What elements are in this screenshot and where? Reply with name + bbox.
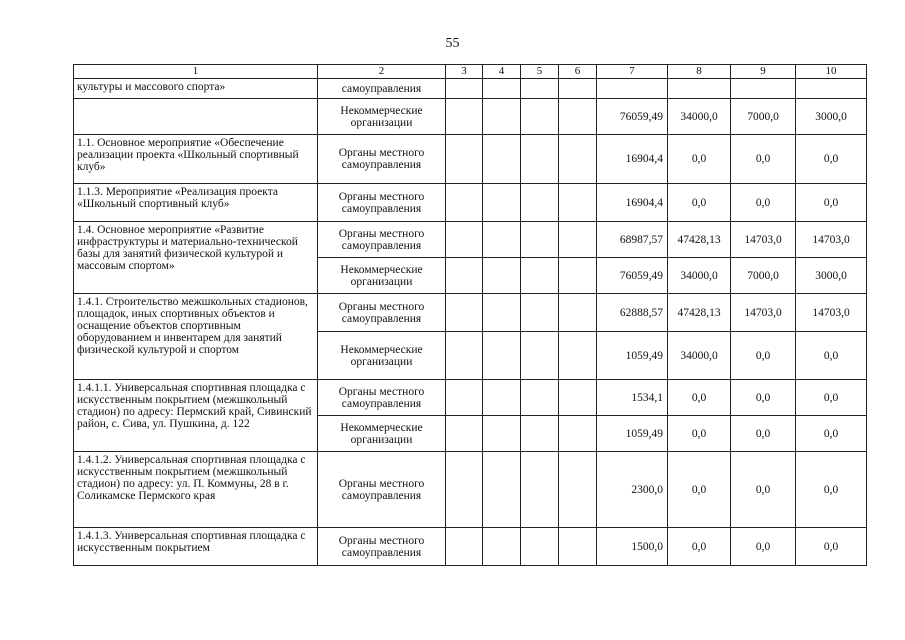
value-col9: 14703,0 (731, 294, 796, 332)
value-col9: 7000,0 (731, 258, 796, 294)
value-col8: 0,0 (668, 528, 731, 566)
value-col8: 0,0 (668, 135, 731, 184)
value-col7: 2300,0 (597, 452, 668, 528)
activity-name: 1.4. Основное мероприятие «Развитие инфраструктуры и материально-технической базы для занятий физической культурой и массовым спортом» (74, 222, 318, 294)
executor-cell: Органы местного самоуправления (318, 380, 446, 416)
value-col9: 0,0 (731, 332, 796, 380)
executor-cell: Органы местного самоуправления (318, 294, 446, 332)
value-col9: 14703,0 (731, 222, 796, 258)
value-col10: 0,0 (796, 452, 867, 528)
executor-cell: Органы местного самоуправления (318, 222, 446, 258)
activity-name: культуры и массового спорта» (74, 79, 318, 99)
value-col10: 14703,0 (796, 222, 867, 258)
value-col10: 14703,0 (796, 294, 867, 332)
value-col10: 0,0 (796, 184, 867, 222)
table-row (74, 294, 867, 332)
value-col7: 1059,49 (597, 416, 668, 452)
activity-name: 1.1. Основное мероприятие «Обеспечение реализации проекта «Школьный спортивный клуб» (74, 135, 318, 184)
value-col8: 47428,13 (668, 222, 731, 258)
table-row (74, 222, 867, 258)
column-header: 5 (521, 65, 559, 79)
column-header: 9 (731, 65, 796, 79)
activity-name: 1.4.1. Строительство межшкольных стадионов, площадок, иных спортивных объектов и оснащение объектов спортивным оборудованием и инвентарем для занятий физической культурой и спортом (74, 294, 318, 380)
value-col7: 16904,4 (597, 184, 668, 222)
value-col9: 0,0 (731, 452, 796, 528)
activity-name: 1.4.1.1. Универсальная спортивная площадка с искусственным покрытием (межшкольный стадион) по адресу: Пермский край, Сивинский район, с. Сива, ул. Пушкина, д. 122 (74, 380, 318, 452)
value-col7: 1059,49 (597, 332, 668, 380)
value-col7: 1534,1 (597, 380, 668, 416)
value-col9: 0,0 (731, 184, 796, 222)
value-col7: 1500,0 (597, 528, 668, 566)
executor-cell: Органы местного самоуправления (318, 184, 446, 222)
column-header: 8 (668, 65, 731, 79)
value-col10: 0,0 (796, 528, 867, 566)
value-col10: 0,0 (796, 332, 867, 380)
column-header: 4 (483, 65, 521, 79)
executor-cell: Некоммерческие организации (318, 99, 446, 135)
value-col8 (668, 79, 731, 99)
column-header: 2 (318, 65, 446, 79)
executor-cell: Некоммерческие организации (318, 258, 446, 294)
value-col10: 3000,0 (796, 258, 867, 294)
column-header-row (74, 65, 867, 79)
column-header: 3 (446, 65, 483, 79)
executor-cell: Некоммерческие организации (318, 332, 446, 380)
value-col10 (796, 79, 867, 99)
activity-name: 1.1.3. Мероприятие «Реализация проекта «Школьный спортивный клуб» (74, 184, 318, 222)
value-col8: 0,0 (668, 452, 731, 528)
table-row (74, 184, 867, 222)
activity-name (74, 99, 318, 135)
value-col9: 7000,0 (731, 99, 796, 135)
table-row (74, 135, 867, 184)
value-col9: 0,0 (731, 380, 796, 416)
executor-cell: Органы местного самоуправления (318, 135, 446, 184)
value-col8: 34000,0 (668, 99, 731, 135)
value-col8: 47428,13 (668, 294, 731, 332)
value-col7: 76059,49 (597, 99, 668, 135)
value-col9: 0,0 (731, 416, 796, 452)
program-table (73, 64, 867, 566)
value-col10: 0,0 (796, 135, 867, 184)
value-col8: 34000,0 (668, 258, 731, 294)
value-col10: 0,0 (796, 380, 867, 416)
table-row (74, 79, 867, 99)
value-col8: 0,0 (668, 416, 731, 452)
value-col8: 34000,0 (668, 332, 731, 380)
value-col7: 16904,4 (597, 135, 668, 184)
value-col7: 62888,57 (597, 294, 668, 332)
activity-name: 1.4.1.3. Универсальная спортивная площадка с искусственным покрытием (74, 528, 318, 566)
activity-name: 1.4.1.2. Универсальная спортивная площадка с искусственным покрытием (межшкольный стадион) по адресу: ул. П. Коммуны, 28 в г. Соликамске Пермского края (74, 452, 318, 528)
table-row (74, 99, 867, 135)
table-row (74, 380, 867, 416)
value-col7: 68987,57 (597, 222, 668, 258)
column-header: 10 (796, 65, 867, 79)
value-col9: 0,0 (731, 135, 796, 184)
value-col10: 3000,0 (796, 99, 867, 135)
value-col7: 76059,49 (597, 258, 668, 294)
column-header: 7 (597, 65, 668, 79)
value-col8: 0,0 (668, 380, 731, 416)
table-row (74, 452, 867, 528)
page-number: 55 (445, 36, 460, 51)
table-row (74, 528, 867, 566)
value-col9 (731, 79, 796, 99)
value-col8: 0,0 (668, 184, 731, 222)
executor-cell: Некоммерческие организации (318, 416, 446, 452)
column-header: 6 (559, 65, 597, 79)
value-col7 (597, 79, 668, 99)
value-col9: 0,0 (731, 528, 796, 566)
executor-cell: Органы местного самоуправления (318, 452, 446, 528)
executor-cell: самоуправления (318, 79, 446, 99)
column-header: 1 (74, 65, 318, 79)
value-col10: 0,0 (796, 416, 867, 452)
executor-cell: Органы местного самоуправления (318, 528, 446, 566)
